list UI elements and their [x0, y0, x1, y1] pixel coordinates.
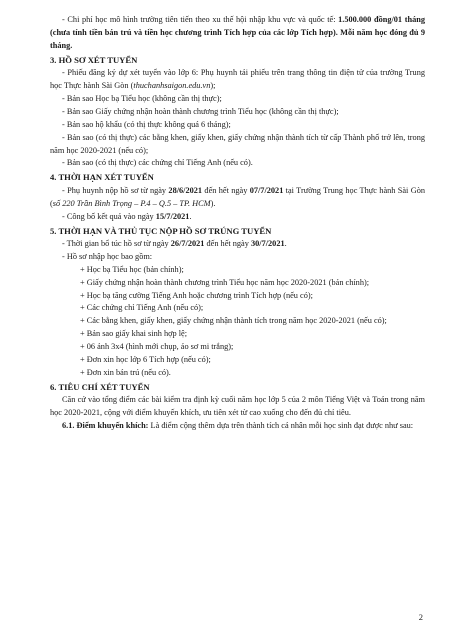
s3-item-5: - Bản sao (có thị thực) các bằng khen, giấy khen, giấy chứng nhận thành tích từ cấp Thành phố trở lên, trong năm học 2020-2021 (nếu có);	[50, 132, 425, 155]
s3-item-6: - Bản sao (có thị thực) các chứng chỉ Tiếng Anh (nếu có).	[62, 158, 253, 168]
s3-item-4: - Bản sao hộ khẩu (có thị thực không quá 6 tháng);	[62, 119, 231, 129]
s5-sub-item: + Học bạ tăng cường Tiếng Anh hoặc chương trình Tích hợp (nếu có);	[80, 290, 313, 300]
section-4-title: 4. THỜI HẠN XÉT TUYỂN	[50, 172, 154, 183]
s5-sub-item: + Các bằng khen, giấy khen, giấy chứng nhận thành tích trong năm học 2020-2021 (nếu có);	[80, 316, 387, 326]
s5-sub-item: + Giấy chứng nhận hoàn thành chương trình Tiểu học năm học 2020-2021 (bản chính);	[80, 277, 370, 287]
s5-sub-item: + Các chứng chỉ Tiếng Anh (nếu có);	[80, 303, 204, 313]
s5-item-2: - Hồ sơ nhập học bao gồm:	[62, 251, 153, 261]
s5-sub-item: + Học bạ Tiểu học (bản chính);	[80, 264, 184, 274]
s6-paragraph-1: Căn cứ vào tổng điểm các bài kiểm tra định kỳ cuối năm học lớp 5 của 2 môn Tiếng Việt và Toán trong năm học 2020-2021, cộng với điểm khuyến khích, ưu tiên xét từ cao xuống cho đến đủ chỉ tiêu.	[50, 395, 425, 418]
s6-subheading: 6.1. Điểm khuyến khích:	[62, 421, 149, 431]
s6-paragraph-2: 6.1. Điểm khuyến khích: Là điểm cộng thêm dựa trên thành tích cá nhân mỗi học sinh đạt được như sau:	[62, 421, 414, 431]
s3-item-2: - Bản sao Học bạ Tiểu học (không cần thị thực);	[62, 93, 222, 103]
s5-sub-item: + Đơn xin bán trú (nếu có).	[80, 367, 171, 377]
s4-item-1: - Phụ huynh nộp hồ sơ từ ngày 28/6/2021 đến hết ngày 07/7/2021 tại Trường Trung học Thực hành Sài Gòn (số 220 Trần Bình Trọng – P.4 – Q.5 – TP. HCM).	[50, 185, 425, 208]
school-address: số 220 Trần Bình Trọng – P.4 – Q.5 – TP. HCM	[52, 198, 211, 208]
s3-item-1: - Phiếu đăng ký dự xét tuyển vào lớp 6: Phụ huynh tải phiếu trên trang thông tin điện tử của trường Trung học Thực hành Sài Gòn (thuchanhsaigon.edu.vn);	[50, 68, 425, 91]
fee-amount: 1.500.000 đồng/01 tháng (chưa tính tiền bán trú và tiền học chương trình Tích hợp của các lớp Tích hợp). Mỗi năm học đóng đủ 9 tháng.	[50, 15, 425, 50]
s5-sub-item: + Đơn xin học lớp 6 Tích hợp (nếu có);	[80, 355, 211, 365]
s4-item-2: - Công bố kết quả vào ngày 15/7/2021.	[62, 211, 192, 221]
fee-paragraph	[50, 14, 425, 53]
section-3-title: 3. HỒ SƠ XÉT TUYỂN	[50, 54, 138, 65]
section-5-title: 5. THỜI HẠN VÀ THỦ TỤC NỘP HỒ SƠ TRÚNG TUYỂN	[50, 225, 272, 236]
s5-sub-item: + 06 ảnh 3x4 (hình mới chụp, áo sơ mi trắng);	[80, 342, 234, 352]
section-6-title: 6. TIÊU CHÍ XÉT TUYỂN	[50, 381, 150, 392]
s5-item-1: - Thời gian bổ túc hồ sơ từ ngày 26/7/2021 đến hết ngày 30/7/2021.	[62, 238, 287, 248]
s5-sub-item: + Bản sao giấy khai sinh hợp lệ;	[80, 329, 188, 339]
website-link[interactable]: thuchanhsaigon.edu.vn	[133, 81, 211, 91]
s3-item-3: - Bản sao Giấy chứng nhận hoàn thành chương trình Tiểu học (không cần thị thực);	[62, 106, 339, 116]
fee-text: - Chi phí học mô hình trường tiên tiến theo xu thế hội nhập khu vực và quốc tế:	[62, 15, 339, 24]
page-number: 2	[418, 612, 423, 623]
